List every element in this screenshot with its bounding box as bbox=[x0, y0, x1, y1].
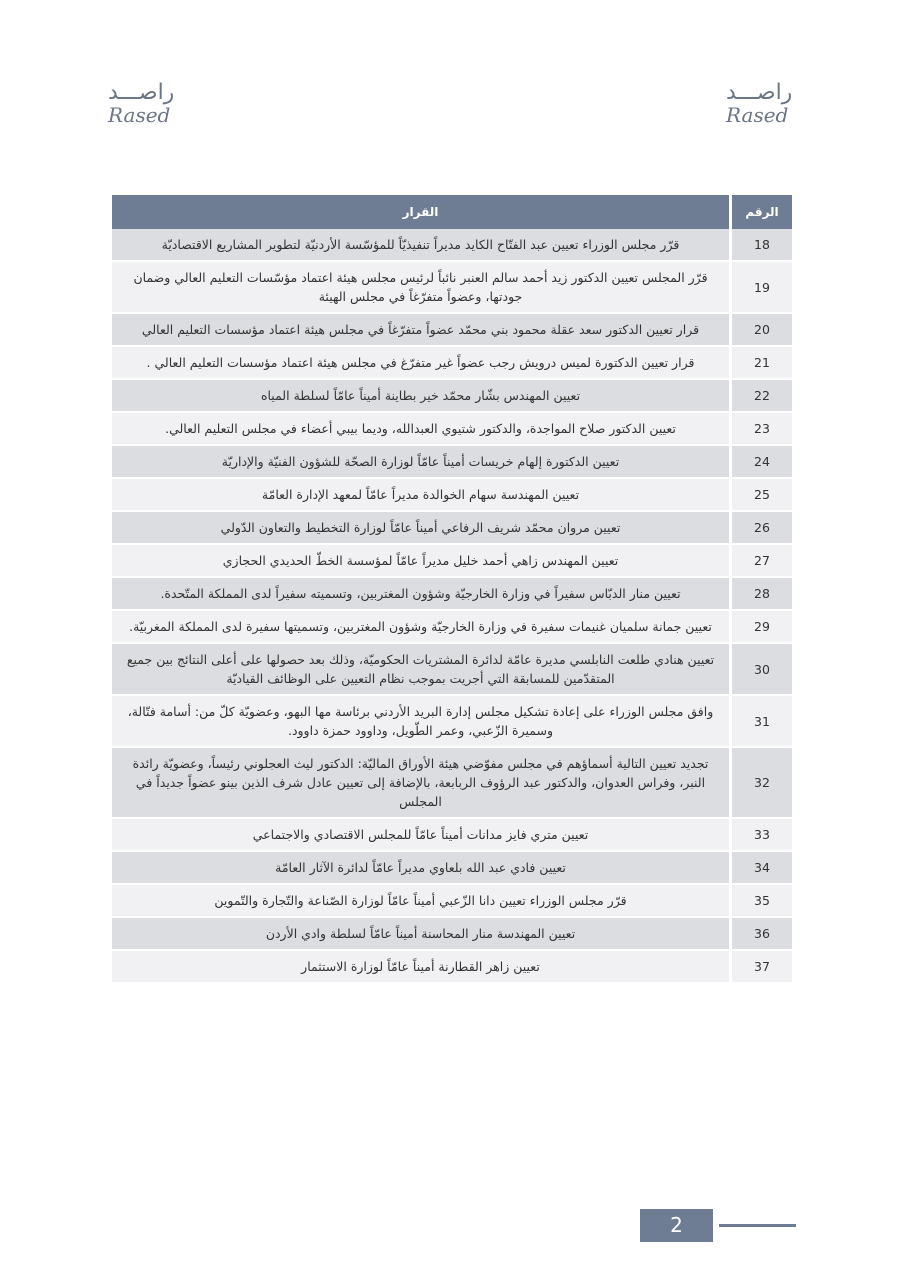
table-row bbox=[112, 917, 792, 950]
table-row bbox=[112, 346, 792, 379]
table-row bbox=[112, 818, 792, 851]
row-number: 22 bbox=[731, 379, 793, 412]
table-row bbox=[112, 511, 792, 544]
logo-right bbox=[726, 80, 806, 126]
decisions-table bbox=[112, 195, 792, 984]
table-row bbox=[112, 478, 792, 511]
table-row bbox=[112, 445, 792, 478]
row-number: 27 bbox=[731, 544, 793, 577]
table-row bbox=[112, 747, 792, 818]
row-number: 37 bbox=[731, 950, 793, 983]
footer-divider bbox=[719, 1224, 796, 1227]
row-decision: قرّر مجلس الوزراء تعيين دانا الزّعبي أميناً عامّاً لوزارة الصّناعة والتّجارة والتّموين bbox=[112, 884, 731, 917]
table-row bbox=[112, 577, 792, 610]
row-number: 19 bbox=[731, 261, 793, 313]
row-decision: تعيين هنادي طلعت النابلسي مديرة عامّة لدائرة المشتريات الحكوميّة، وذلك بعد حصولها على أعلى النتائج بين جميع المتقدّمين للمسابقة التي أجريت بموجب نظام التعيين على الوظائف القياديّة bbox=[112, 643, 731, 695]
row-decision: تعيين متري فايز مدانات أميناً عامّاً للمجلس الاقتصادي والاجتماعي bbox=[112, 818, 731, 851]
row-decision: تعيين جمانة سلميان غنيمات سفيرة في وزارة الخارجيّة وشؤون المغتربين، وتسميتها سفيرة لدى المملكة المغربيّة. bbox=[112, 610, 731, 643]
table-row bbox=[112, 261, 792, 313]
row-number: 36 bbox=[731, 917, 793, 950]
row-number: 25 bbox=[731, 478, 793, 511]
row-number: 32 bbox=[731, 747, 793, 818]
logo-english-text: Rased bbox=[726, 103, 789, 127]
row-number: 28 bbox=[731, 577, 793, 610]
row-number: 21 bbox=[731, 346, 793, 379]
row-number: 20 bbox=[731, 313, 793, 346]
row-decision: تعيين المهندسة سهام الخوالدة مديراً عامّاً لمعهد الإدارة العامّة bbox=[112, 478, 731, 511]
table-row bbox=[112, 379, 792, 412]
table-row bbox=[112, 884, 792, 917]
table-row bbox=[112, 950, 792, 983]
table-row bbox=[112, 643, 792, 695]
row-decision: تعيين فادي عبد الله بلعاوي مديراً عامّاً لدائرة الآثار العامّة bbox=[112, 851, 731, 884]
table-row bbox=[112, 313, 792, 346]
row-decision: تعيين المهندس زاهي أحمد خليل مديراً عامّاً لمؤسسة الخطّ الحديدي الحجازي bbox=[112, 544, 731, 577]
row-decision: تعيين منار الدبّاس سفيراً في وزارة الخارجيّة وشؤون المغتربين، وتسميته سفيراً لدى المملكة المتّحدة. bbox=[112, 577, 731, 610]
row-decision: تعيين الدكتورة إلهام خريسات أميناً عامّاً لوزارة الصحّة للشؤون الفنيّة والإداريّة bbox=[112, 445, 731, 478]
row-decision: تعيين المهندس بشّار محمّد خير بطاينة أميناً عامّاً لسلطة المياه bbox=[112, 379, 731, 412]
row-decision: تعيين زاهر القطارنة أميناً عامّاً لوزارة الاستثمار bbox=[112, 950, 731, 983]
row-decision: تعيين مروان محمّد شريف الرفاعي أميناً عامّاً لوزارة التخطيط والتعاون الدّولي bbox=[112, 511, 731, 544]
table-row bbox=[112, 229, 792, 261]
row-decision: قرّر المجلس تعيين الدكتور زيد أحمد سالم العنبر نائباً لرئيس مجلس هيئة اعتماد مؤسّسات التعليم العالي وضمان جودتها، وعضواً متفرّغاً في مجلس الهيئة bbox=[112, 261, 731, 313]
row-number: 26 bbox=[731, 511, 793, 544]
row-number: 18 bbox=[731, 229, 793, 261]
table-row bbox=[112, 695, 792, 747]
logo-english-text: Rased bbox=[108, 103, 171, 127]
logo-arabic-text: راصـــد bbox=[726, 80, 793, 105]
row-decision: تعيين الدكتور صلاح المواجدة، والدكتور شتيوي العبدالله، وديما بيبي أعضاء في مجلس التعليم العالي. bbox=[112, 412, 731, 445]
row-number: 31 bbox=[731, 695, 793, 747]
row-number: 30 bbox=[731, 643, 793, 695]
row-decision: قرّر مجلس الوزراء تعيين عبد الفتّاح الكايد مديراً تنفيذيّاً للمؤسّسة الأردنيّة لتطوير المشاريع الاقتصاديّة bbox=[112, 229, 731, 261]
row-decision: قرار تعيين الدكتورة لميس درويش رجب عضواً غير متفرّغ في مجلس هيئة اعتماد مؤسسات التعليم العالي . bbox=[112, 346, 731, 379]
table-row bbox=[112, 412, 792, 445]
row-number: 34 bbox=[731, 851, 793, 884]
row-decision: قرار تعيين الدكتور سعد عقلة محمود بني محمّد عضواً متفرّغاً في مجلس هيئة اعتماد مؤسسات التعليم العالي bbox=[112, 313, 731, 346]
table-body bbox=[112, 229, 792, 983]
table-header-row bbox=[112, 195, 792, 229]
table-row bbox=[112, 610, 792, 643]
header-decision: القرار bbox=[112, 195, 731, 229]
row-number: 29 bbox=[731, 610, 793, 643]
table-row bbox=[112, 851, 792, 884]
row-decision: تجديد تعيين التالية أسماؤهم في مجلس مفوّضي هيئة الأوراق الماليّة: الدكتور ليث العجلوني رئيساً، وعضويّة رائدة النبر، وفراس العدوان، والدكتور عبد الرؤوف الربابعة، بالإضافة إلى تعيين عادل شرف الذين بينو عضواً جديداً في المجلس bbox=[112, 747, 731, 818]
table-row bbox=[112, 544, 792, 577]
page-number: 2 bbox=[640, 1209, 713, 1242]
row-number: 35 bbox=[731, 884, 793, 917]
header-number: الرقم bbox=[731, 195, 793, 229]
row-number: 33 bbox=[731, 818, 793, 851]
row-decision: وافق مجلس الوزراء على إعادة تشكيل مجلس إدارة البريد الأردني برئاسة مها البهو، وعضويّة كلّ من: أسامة فتّالة، وسميرة الزّعبي، وعمر الطّويل، وداوود حمزة داوود. bbox=[112, 695, 731, 747]
row-decision: تعيين المهندسة منار المحاسنة أميناً عامّاً لسلطة وادي الأردن bbox=[112, 917, 731, 950]
row-number: 24 bbox=[731, 445, 793, 478]
row-number: 23 bbox=[731, 412, 793, 445]
logo-arabic-text: راصـــد bbox=[108, 80, 175, 105]
logo-left bbox=[108, 80, 188, 126]
